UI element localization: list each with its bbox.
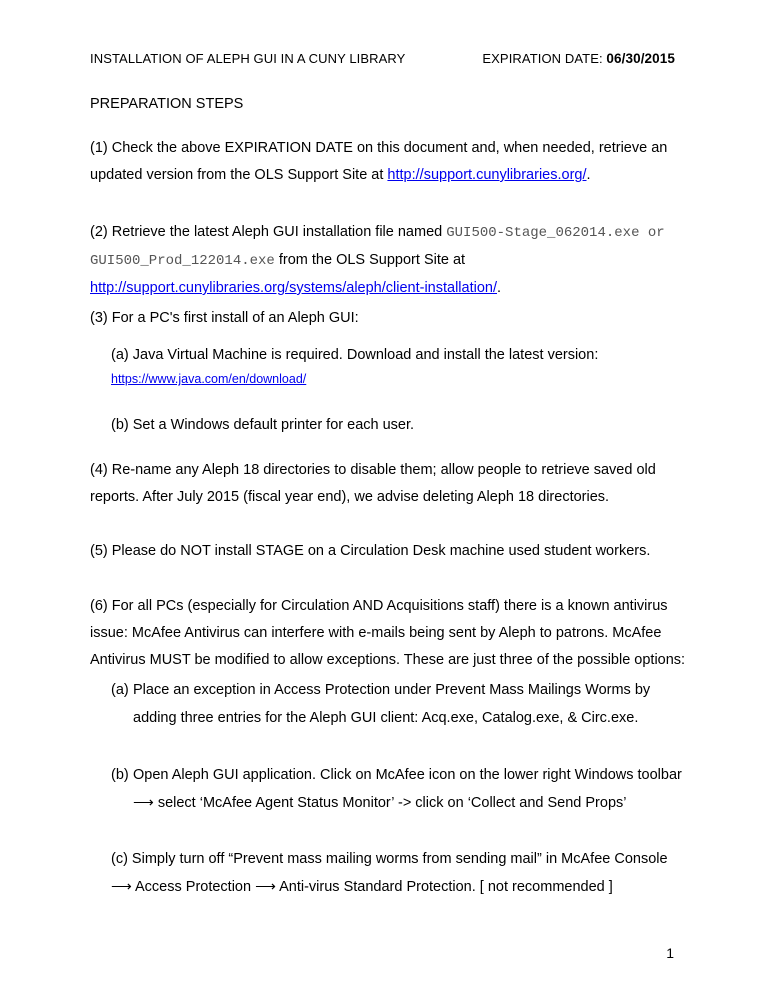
step-1-prefix: (1) bbox=[90, 140, 112, 156]
step-4: (4) Re-name any Aleph 18 directories to disable them; allow people to retrieve saved old reports. After July 2015 (fiscal year end), we advise deleting Aleph 18 directories. bbox=[90, 462, 656, 505]
expiration-label: EXPIRATION DATE: bbox=[482, 51, 603, 66]
step-6c: (c) Simply turn off “Prevent mass mailing worms from sending mail” in McAfee Console ⟶ Access Protection ⟶ Anti-virus Standard Protection. [ not recommended ] bbox=[111, 851, 668, 895]
step-3b: (b) Set a Windows default printer for each user. bbox=[111, 417, 415, 433]
step-2-suffix: . bbox=[497, 280, 502, 296]
step-2-text: (2) Retrieve the latest Aleph GUI installation file named bbox=[90, 224, 447, 240]
step-6b-text: Open Aleph GUI application. Click on McAfee icon on the lower right Windows toolbar ⟶ select ‘McAfee Agent Status Monitor’ -> click on ‘Collect and Send Props’ bbox=[133, 767, 682, 811]
header-expiration bbox=[482, 51, 675, 66]
step-1-suffix: . bbox=[586, 167, 591, 183]
section-title: PREPARATION STEPS bbox=[90, 96, 244, 112]
step-6a-marker: (a) bbox=[111, 682, 129, 698]
step-5: (5) Please do NOT install STAGE on a Circulation Desk machine used student workers. bbox=[90, 543, 651, 559]
step-1-text: on this document and, when needed, retrieve an updated version from the OLS Support Site at bbox=[90, 140, 668, 183]
expiration-date: 06/30/2015 bbox=[606, 51, 675, 66]
step-6a-text: Place an exception in Access Protection under Prevent Mass Mailings Worms by adding three entries for the Aleph GUI client: Acq.exe, Catalog.exe, & Circ.exe. bbox=[133, 682, 651, 726]
page-number: 1 bbox=[666, 945, 674, 961]
java-download-link[interactable]: https://www.java.com/en/download/ bbox=[111, 372, 307, 386]
step-1-emphasis: Check the above EXPIRATION DATE bbox=[111, 140, 353, 156]
step-2 bbox=[90, 219, 690, 302]
step-1 bbox=[90, 135, 690, 189]
step-3a-text: (a) Java Virtual Machine is required. Download and install the latest version: bbox=[111, 347, 599, 363]
step-2-text2: from the OLS Support Site at bbox=[274, 252, 466, 268]
installer-filename: GUI500-Stage_062014.exe or GUI500_Prod_122014.exe bbox=[90, 225, 665, 269]
step-6b-marker: (b) bbox=[111, 767, 129, 783]
header-title: INSTALLATION OF ALEPH GUI IN A CUNY LIBRARY bbox=[90, 51, 406, 66]
step-6: (6) For all PCs (especially for Circulation AND Acquisitions staff) there is a known antivirus issue: McAfee Antivirus can interfere with e-mails being sent by Aleph to patrons. McAfee Antivirus MUST be modified to allow exceptions. These are just three of the possible options: bbox=[90, 598, 686, 668]
step-3: (3) For a PC's first install of an Aleph GUI: bbox=[90, 310, 359, 326]
ols-support-link[interactable]: http://support.cunylibraries.org/ bbox=[387, 167, 587, 183]
client-installation-link[interactable]: http://support.cunylibraries.org/systems/aleph/client-installation/ bbox=[90, 280, 497, 296]
step-3a bbox=[111, 343, 701, 391]
